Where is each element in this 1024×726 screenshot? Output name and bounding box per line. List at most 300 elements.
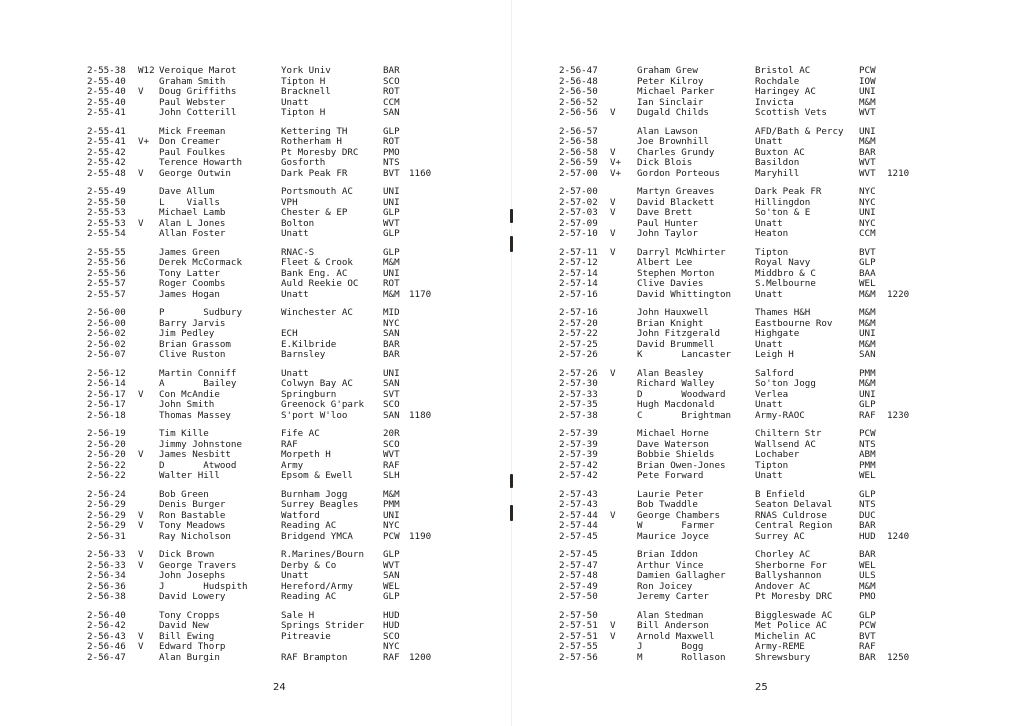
runner-name: L Vialls bbox=[159, 196, 220, 208]
age-marker: V bbox=[610, 367, 616, 379]
club-name: Unatt bbox=[755, 217, 783, 229]
result-time: 2-56-20 bbox=[87, 438, 126, 450]
result-time: 2-57-42 bbox=[559, 470, 598, 481]
region-code: SAN bbox=[383, 378, 400, 389]
result-time: 2-57-38 bbox=[559, 409, 598, 421]
result-time: 2-57-47 bbox=[559, 559, 598, 571]
result-time: 2-55-50 bbox=[87, 196, 126, 208]
result-time: 2-57-26 bbox=[559, 349, 598, 360]
region-code: UNI bbox=[383, 509, 400, 521]
runner-name: David New bbox=[159, 620, 209, 631]
club-name: AFD/Bath & Percy bbox=[755, 125, 844, 137]
result-time: 2-57-30 bbox=[559, 378, 598, 389]
result-time: 2-57-39 bbox=[559, 438, 598, 450]
region-code: GLP bbox=[383, 549, 400, 560]
region-code: HUD bbox=[859, 530, 876, 542]
position-count: 1230 bbox=[887, 409, 910, 421]
club-name: Auld Reekie OC bbox=[281, 278, 359, 289]
club-name: Haringey AC bbox=[755, 86, 816, 97]
result-time: 2-56-33 bbox=[87, 549, 126, 560]
result-time: 2-56-52 bbox=[559, 96, 598, 108]
result-time: 2-56-00 bbox=[87, 307, 126, 318]
runner-name: Edward Thorp bbox=[159, 641, 226, 652]
result-time: 2-57-39 bbox=[559, 428, 598, 439]
result-time: 2-56-20 bbox=[87, 449, 126, 460]
region-code: BAR bbox=[859, 651, 876, 663]
club-name: Lochaber bbox=[755, 449, 800, 460]
club-name: Greenock G'park bbox=[281, 399, 364, 410]
club-name: Hereford/Army bbox=[281, 580, 353, 592]
region-code: CCM bbox=[383, 96, 400, 108]
age-marker: V bbox=[138, 559, 144, 571]
runner-name: Ron Bastable bbox=[159, 509, 226, 521]
runner-name: Clive Davies bbox=[637, 278, 704, 289]
club-name: Biggleswade AC bbox=[755, 609, 833, 621]
club-name: Highgate bbox=[755, 328, 800, 339]
region-code: PMM bbox=[383, 499, 400, 510]
age-marker: V bbox=[138, 509, 144, 521]
result-time: 2-56-22 bbox=[87, 459, 126, 471]
region-code: UNI bbox=[859, 207, 876, 218]
runner-name: Alan Stedman bbox=[637, 609, 704, 621]
club-name: Sherborne For bbox=[755, 559, 827, 571]
runner-name: Allan Foster bbox=[159, 228, 226, 239]
result-time: 2-55-40 bbox=[87, 86, 126, 97]
runner-name: Roger Coombs bbox=[159, 278, 226, 289]
result-time: 2-56-29 bbox=[87, 499, 126, 510]
result-time: 2-57-44 bbox=[559, 520, 598, 531]
club-name: Barnsley bbox=[281, 349, 326, 360]
club-name: Springs Strider bbox=[281, 620, 364, 631]
age-marker: V bbox=[138, 217, 144, 229]
runner-name: Bob Green bbox=[159, 488, 209, 500]
result-time: 2-57-11 bbox=[559, 246, 598, 258]
region-code: UNI bbox=[383, 196, 400, 208]
result-time: 2-57-49 bbox=[559, 580, 598, 592]
result-time: 2-56-17 bbox=[87, 388, 126, 400]
region-code: M&M bbox=[383, 288, 400, 300]
club-name: Fleet & Crook bbox=[281, 257, 353, 268]
region-code: BAR bbox=[383, 338, 400, 350]
runner-name: Dick Blois bbox=[637, 157, 693, 168]
age-marker: V bbox=[610, 207, 616, 218]
result-time: 2-57-20 bbox=[559, 317, 598, 329]
club-name: Pitreavie bbox=[281, 630, 331, 642]
result-time: 2-55-48 bbox=[87, 167, 126, 179]
result-time: 2-56-17 bbox=[87, 399, 126, 410]
region-code: M&M bbox=[859, 136, 876, 147]
runner-name: John Smith bbox=[159, 399, 215, 410]
runner-name: George Outwin bbox=[159, 167, 231, 179]
result-time: 2-55-56 bbox=[87, 257, 126, 268]
club-name: Verlea bbox=[755, 388, 789, 400]
runner-name: Michael Lamb bbox=[159, 207, 226, 218]
runner-name: David Blackett bbox=[637, 196, 715, 208]
club-name: Watford bbox=[281, 509, 320, 521]
region-code: NTS bbox=[383, 157, 400, 168]
runner-name: Ian Sinclair bbox=[637, 96, 704, 108]
runner-name: A Bailey bbox=[159, 378, 237, 389]
region-code: WVT bbox=[859, 167, 876, 179]
runner-name: David Lowery bbox=[159, 591, 226, 602]
region-code: ULS bbox=[859, 570, 876, 581]
result-time: 2-56-24 bbox=[87, 488, 126, 500]
age-marker: V bbox=[610, 630, 616, 642]
runner-name: Don Creamer bbox=[159, 136, 220, 147]
club-name: Unatt bbox=[755, 470, 783, 481]
runner-name: Alan Burgin bbox=[159, 651, 220, 663]
region-code: ROT bbox=[383, 278, 400, 289]
club-name: Burnham Jogg bbox=[281, 488, 348, 500]
position-count: 1250 bbox=[887, 651, 910, 663]
region-code: WEL bbox=[383, 580, 400, 592]
club-name: Unatt bbox=[281, 570, 309, 581]
runner-name: Alan Lawson bbox=[637, 125, 698, 137]
runner-name: D Woodward bbox=[637, 388, 726, 400]
club-name: Andover AC bbox=[755, 580, 811, 592]
position-count: 1160 bbox=[409, 167, 432, 179]
region-code: NTS bbox=[859, 438, 876, 450]
result-time: 2-56-36 bbox=[87, 580, 126, 592]
runner-name: Graham Smith bbox=[159, 75, 226, 87]
region-code: GLP bbox=[383, 246, 400, 258]
region-code: PMM bbox=[859, 367, 876, 379]
region-code: UNI bbox=[859, 86, 876, 97]
runner-name: Tony Cropps bbox=[159, 609, 220, 621]
club-name: RNAS Culdrose bbox=[755, 509, 827, 521]
result-time: 2-56-50 bbox=[559, 86, 598, 97]
age-marker: V bbox=[610, 107, 616, 118]
result-time: 2-56-00 bbox=[87, 317, 126, 329]
gutter-mark bbox=[510, 474, 513, 488]
region-code: M&M bbox=[859, 317, 876, 329]
result-time: 2-56-29 bbox=[87, 520, 126, 531]
age-marker: V bbox=[138, 388, 144, 400]
region-code: SAN bbox=[383, 328, 400, 339]
runner-name: P Sudbury bbox=[159, 307, 242, 318]
result-time: 2-56-34 bbox=[87, 570, 126, 581]
result-time: 2-57-14 bbox=[559, 278, 598, 289]
club-name: Springburn bbox=[281, 388, 337, 400]
runner-name: Paul Hunter bbox=[637, 217, 698, 229]
result-time: 2-56-59 bbox=[559, 157, 598, 168]
club-name: Army bbox=[281, 459, 304, 471]
gutter-mark bbox=[510, 209, 513, 223]
region-code: BAR bbox=[859, 146, 876, 158]
club-name: B Enfield bbox=[755, 488, 805, 500]
region-code: NYC bbox=[383, 317, 400, 329]
runner-name: Dick Brown bbox=[159, 549, 215, 560]
region-code: UNI bbox=[859, 125, 876, 137]
club-name: Maryhill bbox=[755, 167, 800, 179]
page-number: 25 bbox=[755, 682, 768, 693]
age-marker: V bbox=[610, 620, 616, 631]
runner-name: John Fitzgerald bbox=[637, 328, 720, 339]
runner-name: M Rollason bbox=[637, 651, 726, 663]
region-code: PCW bbox=[859, 65, 876, 76]
club-name: So'ton & E bbox=[755, 207, 811, 218]
club-name: Basildon bbox=[755, 157, 800, 168]
region-code: SAN bbox=[859, 349, 876, 360]
region-code: PCW bbox=[383, 530, 400, 542]
result-time: 2-55-42 bbox=[87, 157, 126, 168]
region-code: RAF bbox=[859, 409, 876, 421]
region-code: NTS bbox=[859, 499, 876, 510]
region-code: NYC bbox=[859, 217, 876, 229]
region-code: BVT bbox=[859, 630, 876, 642]
page-number: 24 bbox=[273, 682, 286, 693]
runner-name: Brian Owen-Jones bbox=[637, 459, 726, 471]
club-name: Thames H&H bbox=[755, 307, 811, 318]
result-time: 2-56-19 bbox=[87, 428, 126, 439]
result-time: 2-57-33 bbox=[559, 388, 598, 400]
runner-name: Ron Joicey bbox=[637, 580, 693, 592]
result-time: 2-56-47 bbox=[87, 651, 126, 663]
club-name: Bristol AC bbox=[755, 65, 811, 76]
club-name: Army-RAOC bbox=[755, 409, 805, 421]
result-time: 2-57-56 bbox=[559, 651, 598, 663]
club-name: Surrey AC bbox=[755, 530, 805, 542]
result-time: 2-56-12 bbox=[87, 367, 126, 379]
runner-name: James Hogan bbox=[159, 288, 220, 300]
result-time: 2-56-33 bbox=[87, 559, 126, 571]
runner-name: W Farmer bbox=[637, 520, 715, 531]
result-time: 2-57-26 bbox=[559, 367, 598, 379]
runner-name: Laurie Peter bbox=[637, 488, 704, 500]
club-name: Epsom & Ewell bbox=[281, 470, 353, 481]
club-name: Morpeth H bbox=[281, 449, 331, 460]
runner-name: Damien Gallagher bbox=[637, 570, 726, 581]
club-name: Army-REME bbox=[755, 641, 805, 652]
club-name: Fife AC bbox=[281, 428, 320, 439]
age-marker: V+ bbox=[610, 167, 622, 179]
region-code: WVT bbox=[383, 449, 400, 460]
result-time: 2-56-31 bbox=[87, 530, 126, 542]
region-code: MID bbox=[383, 307, 400, 318]
club-name: Reading AC bbox=[281, 591, 337, 602]
runner-name: James Green bbox=[159, 246, 220, 258]
region-code: M&M bbox=[859, 338, 876, 350]
region-code: UNI bbox=[859, 388, 876, 400]
club-name: Tipton bbox=[755, 459, 789, 471]
position-count: 1210 bbox=[887, 167, 910, 179]
age-marker: V+ bbox=[138, 136, 150, 147]
region-code: M&M bbox=[383, 488, 400, 500]
club-name: RAF bbox=[281, 438, 298, 450]
runner-name: Jimmy Johnstone bbox=[159, 438, 242, 450]
runner-name: Michael Horne bbox=[637, 428, 709, 439]
result-time: 2-56-42 bbox=[87, 620, 126, 631]
runner-name: Terence Howarth bbox=[159, 157, 242, 168]
age-marker: V bbox=[610, 146, 616, 158]
club-name: Hillingdon bbox=[755, 196, 811, 208]
club-name: Chiltern Str bbox=[755, 428, 822, 439]
club-name: Buxton AC bbox=[755, 146, 805, 158]
club-name: Bridgend YMCA bbox=[281, 530, 353, 542]
region-code: WEL bbox=[859, 470, 876, 481]
club-name: Royal Navy bbox=[755, 257, 811, 268]
club-name: Unatt bbox=[281, 228, 309, 239]
club-name: Kettering TH bbox=[281, 125, 348, 137]
runner-name: George Chambers bbox=[637, 509, 720, 521]
club-name: Invicta bbox=[755, 96, 794, 108]
club-name: Bracknell bbox=[281, 86, 331, 97]
runner-name: Brian Iddon bbox=[637, 549, 698, 560]
age-marker: V bbox=[610, 246, 616, 258]
club-name: Colwyn Bay AC bbox=[281, 378, 353, 389]
gutter-mark bbox=[510, 505, 513, 521]
region-code: GLP bbox=[383, 228, 400, 239]
runner-name: Albert Lee bbox=[637, 257, 693, 268]
runner-name: Dave Allum bbox=[159, 186, 215, 197]
runner-name: Paul Webster bbox=[159, 96, 226, 108]
runner-name: Darryl McWhirter bbox=[637, 246, 726, 258]
runner-name: Arnold Maxwell bbox=[637, 630, 715, 642]
gutter-mark bbox=[510, 236, 513, 252]
region-code: SAN bbox=[383, 409, 400, 421]
result-time: 2-55-57 bbox=[87, 278, 126, 289]
region-code: NYC bbox=[859, 186, 876, 197]
result-time: 2-57-43 bbox=[559, 499, 598, 510]
region-code: ROT bbox=[383, 86, 400, 97]
runner-name: David Brummell bbox=[637, 338, 715, 350]
club-name: Unatt bbox=[755, 136, 783, 147]
region-code: WVT bbox=[383, 559, 400, 571]
runner-name: Veroique Marot bbox=[159, 65, 237, 76]
runner-name: Mick Freeman bbox=[159, 125, 226, 137]
region-code: UNI bbox=[859, 328, 876, 339]
runner-name: J Hudspith bbox=[159, 580, 248, 592]
region-code: DUC bbox=[859, 509, 876, 521]
region-code: WVT bbox=[383, 217, 400, 229]
result-time: 2-57-48 bbox=[559, 570, 598, 581]
runner-name: Ray Nicholson bbox=[159, 530, 231, 542]
result-time: 2-57-22 bbox=[559, 328, 598, 339]
age-marker: V bbox=[138, 630, 144, 642]
runner-name: Dugald Childs bbox=[637, 107, 709, 118]
club-name: Wallsend AC bbox=[755, 438, 816, 450]
runner-name: Graham Grew bbox=[637, 65, 698, 76]
result-time: 2-55-40 bbox=[87, 96, 126, 108]
result-time: 2-56-58 bbox=[559, 146, 598, 158]
club-name: Michelin AC bbox=[755, 630, 816, 642]
region-code: HUD bbox=[383, 620, 400, 631]
region-code: SCO bbox=[383, 630, 400, 642]
region-code: M&M bbox=[859, 307, 876, 318]
age-marker: V bbox=[610, 509, 616, 521]
club-name: Unatt bbox=[281, 367, 309, 379]
runner-name: Doug Griffiths bbox=[159, 86, 237, 97]
result-time: 2-57-00 bbox=[559, 186, 598, 197]
position-count: 1220 bbox=[887, 288, 910, 300]
club-name: RAF Brampton bbox=[281, 651, 348, 663]
club-name: Unatt bbox=[281, 288, 309, 300]
age-marker: V bbox=[138, 520, 144, 531]
result-time: 2-56-38 bbox=[87, 591, 126, 602]
position-count: 1180 bbox=[409, 409, 432, 421]
region-code: PMO bbox=[859, 591, 876, 602]
runner-name: Brian Knight bbox=[637, 317, 704, 329]
region-code: BVT bbox=[383, 167, 400, 179]
result-time: 2-57-12 bbox=[559, 257, 598, 268]
page-right bbox=[512, 0, 1024, 726]
result-time: 2-57-25 bbox=[559, 338, 598, 350]
region-code: GLP bbox=[859, 399, 876, 410]
club-name: Eastbourne Rov bbox=[755, 317, 833, 329]
club-name: RNAC-S bbox=[281, 246, 315, 258]
region-code: BAR bbox=[383, 65, 400, 76]
result-time: 2-56-29 bbox=[87, 509, 126, 521]
result-time: 2-56-58 bbox=[559, 136, 598, 147]
region-code: RAF bbox=[383, 651, 400, 663]
runner-name: Bob Twaddle bbox=[637, 499, 698, 510]
region-code: SCO bbox=[383, 75, 400, 87]
club-name: Derby & Co bbox=[281, 559, 337, 571]
region-code: BAR bbox=[383, 349, 400, 360]
runner-name: C Brightman bbox=[637, 409, 732, 421]
result-time: 2-56-46 bbox=[87, 641, 126, 652]
club-name: Pt Moresby DRC bbox=[755, 591, 833, 602]
runner-name: Martyn Greaves bbox=[637, 186, 715, 197]
result-time: 2-55-53 bbox=[87, 207, 126, 218]
result-time: 2-57-03 bbox=[559, 207, 598, 218]
runner-name: Clive Ruston bbox=[159, 349, 226, 360]
club-name: Bolton bbox=[281, 217, 315, 229]
region-code: M&M bbox=[859, 378, 876, 389]
runner-name: Michael Parker bbox=[637, 86, 715, 97]
region-code: HUD bbox=[383, 609, 400, 621]
club-name: Pt Moresby DRC bbox=[281, 146, 359, 158]
region-code: RAF bbox=[859, 641, 876, 652]
region-code: NYC bbox=[859, 196, 876, 208]
region-code: SLH bbox=[383, 470, 400, 481]
result-time: 2-57-10 bbox=[559, 228, 598, 239]
club-name: Rotherham H bbox=[281, 136, 342, 147]
club-name: Tipton H bbox=[281, 75, 326, 87]
runner-name: John Taylor bbox=[637, 228, 698, 239]
result-time: 2-55-53 bbox=[87, 217, 126, 229]
region-code: WEL bbox=[859, 278, 876, 289]
result-time: 2-57-09 bbox=[559, 217, 598, 229]
region-code: GLP bbox=[383, 591, 400, 602]
club-name: Tipton H bbox=[281, 107, 326, 118]
runner-name: Gordon Porteous bbox=[637, 167, 720, 179]
club-name: Leigh H bbox=[755, 349, 794, 360]
age-marker: V bbox=[138, 641, 144, 652]
club-name: Rochdale bbox=[755, 75, 800, 87]
club-name: E.Kilbride bbox=[281, 338, 337, 350]
club-name: Chester & EP bbox=[281, 207, 348, 218]
runner-name: Dave Brett bbox=[637, 207, 693, 218]
result-time: 2-56-02 bbox=[87, 338, 126, 350]
club-name: Portsmouth AC bbox=[281, 186, 353, 197]
club-name: Surrey Beagles bbox=[281, 499, 359, 510]
runner-name: Jim Pedley bbox=[159, 328, 215, 339]
runner-name: Tony Latter bbox=[159, 267, 220, 279]
result-time: 2-57-50 bbox=[559, 609, 598, 621]
result-time: 2-56-22 bbox=[87, 470, 126, 481]
club-name: Middbro & C bbox=[755, 267, 816, 279]
club-name: Reading AC bbox=[281, 520, 337, 531]
region-code: BAA bbox=[859, 267, 876, 279]
result-time: 2-56-57 bbox=[559, 125, 598, 137]
region-code: BVT bbox=[859, 246, 876, 258]
runner-name: Martin Conniff bbox=[159, 367, 237, 379]
region-code: WVT bbox=[859, 157, 876, 168]
runner-name: Barry Jarvis bbox=[159, 317, 226, 329]
club-name: R.Marines/Bourn bbox=[281, 549, 364, 560]
region-code: GLP bbox=[859, 609, 876, 621]
